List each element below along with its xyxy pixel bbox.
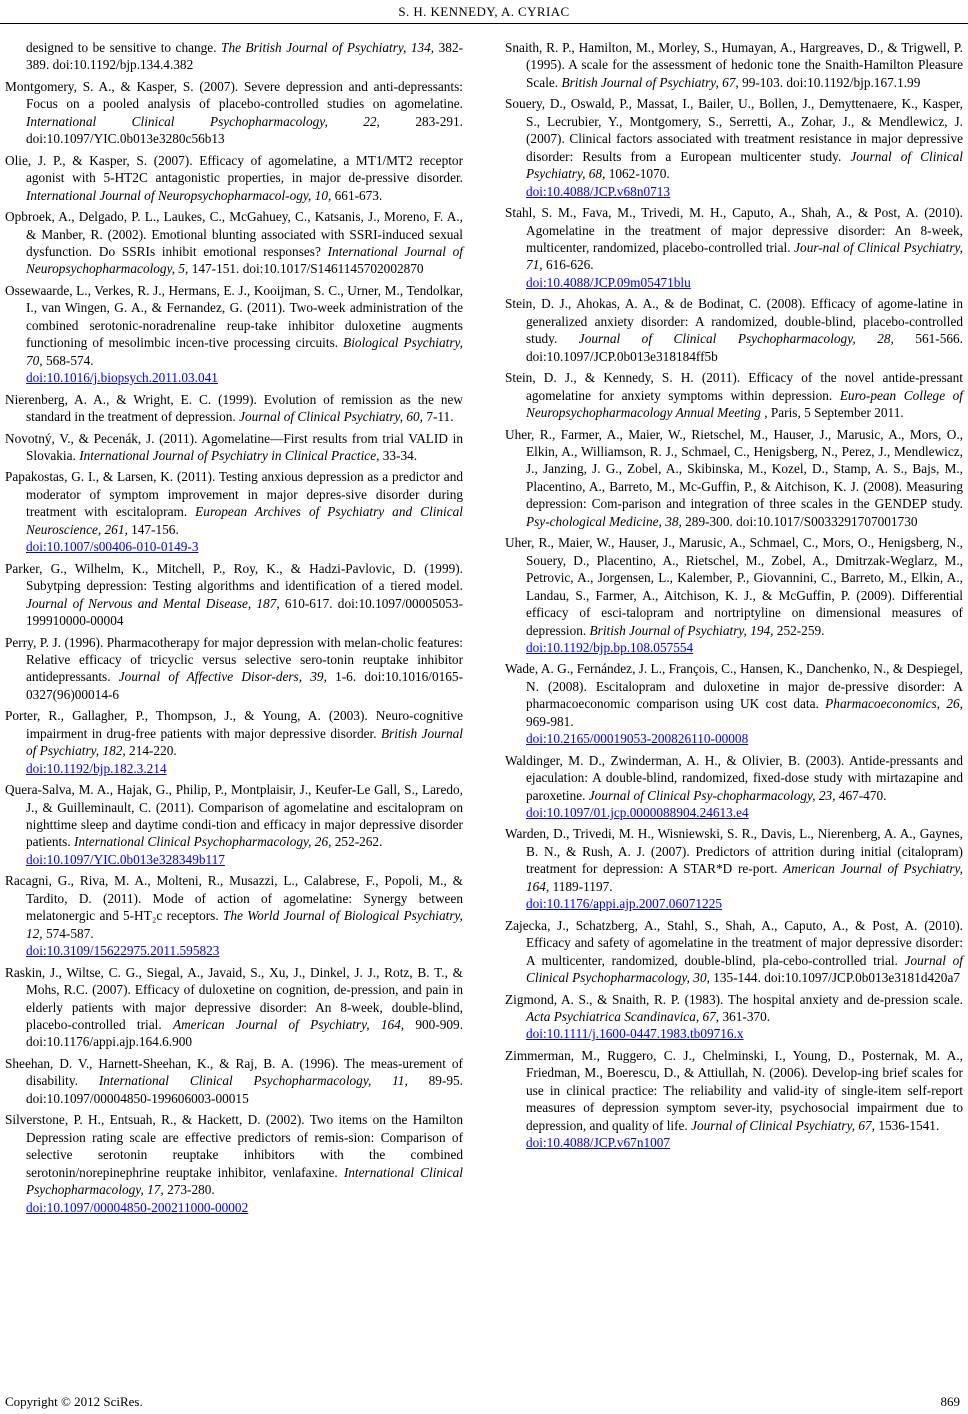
reference-entry [505, 95, 963, 200]
reference-entry [5, 208, 463, 278]
reference-entry [5, 560, 463, 630]
reference-journal: Journal of Clinical Psychiatry, 67, [691, 1117, 876, 1133]
reference-entry [505, 426, 963, 531]
reference-authors-title: Waldinger, M. D., Zwinderman, A. H., & Olivier, B. (2003). Antide-pressants and ejaculation: A double-blind, randomized, fixed-dose study with mirtazapine and paroxetine. [505, 752, 963, 803]
reference-pages: 7-11. [426, 409, 454, 425]
reference-entry [5, 964, 463, 1051]
reference-authors-title: Porter, R., Gallagher, P., Thompson, J., & Young, A. (2003). Neuro-cognitive impairment in drug-free patients with major depressive disorder. [5, 708, 463, 741]
reference-pages: 1062-1070. [608, 166, 670, 182]
reference-authors-title: Zajecka, J., Schatzberg, A., Stahl, S., Shah, A., Caputo, A., & Post, A. (2010). Efficacy and safety of agomelatine in the treatment of major depressive disorder: A multicenter, randomized, double-blind, pla-cebo-controlled trial. [505, 917, 963, 968]
reference-authors-title: Nierenberg, A. A., & Wright, E. C. (1999). Evolution of remission as the new standard in the treatment of depression. [5, 391, 463, 425]
doi-link[interactable]: doi:10.1016/j.biopsych.2011.03.041 [26, 370, 218, 386]
reference-pages: 969-981. [526, 713, 574, 729]
reference-authors-title: Olie, J. P., & Kasper, S. (2007). Efficacy of agomelatine, a MT1/MT2 receptor agonist with 5-HT2C antagonistic properties, in major de-pressive disorder. [5, 152, 463, 186]
reference-entry [505, 204, 963, 291]
reference-authors-title: Wade, A. G., Fernández, J. L., François, C., Hansen, K., Danchenko, N., & Despiegel, N. (2008). Escitalopram and duloxetine in major de-pressive disorder: A pharmacoeconomic comparison using UK cost data. [505, 661, 963, 712]
reference-journal: European Archives of Psychiatry and Clinical Neuroscience, 261, [26, 504, 463, 537]
reference-journal: International Clinical Psychopharmacology, 11, [98, 1073, 408, 1089]
reference-entry [505, 991, 963, 1043]
doi-link[interactable]: doi:10.1192/bjp.167.1.99 [786, 74, 921, 90]
reference-journal: The British Journal of Psychiatry, 134, [221, 40, 435, 55]
doi-link[interactable]: doi:10.1097/00004850-199606003-00015 [26, 1090, 249, 1106]
reference-entry [5, 282, 463, 387]
reference-pages: 273-280. [167, 1182, 215, 1198]
reference-authors-title: Novotný, V., & Pecenák, J. (2011). Agomelatine—First results from trial VALID in Slovakia. [5, 430, 463, 463]
reference-entry [505, 752, 963, 822]
reference-authors-title: Snaith, R. P., Hamilton, M., Morley, S., Humayan, A., Hargreaves, D., & Trigwell, P. (1995). A scale for the assessment of hedonic tone the Snaith-Hamilton Pleasure Scale. [505, 40, 963, 90]
reference-journal: Biological Psychiatry, 70, [26, 335, 463, 368]
reference-entry [5, 1055, 463, 1107]
reference-authors-title: Stein, D. J., Ahokas, A. A., & de Bodinat, C. (2008). Efficacy of agome-latine in generalized anxiety disorder: A randomized, double-blind, placebo-controlled study. [505, 296, 963, 347]
reference-journal: The World Journal of Biological Psychiatry, 12, [26, 908, 463, 941]
reference-pages: 361-370. [722, 1009, 771, 1025]
reference-journal: British Journal of Psychiatry, 182, [26, 725, 463, 759]
reference-journal: Journal of Nervous and Mental Disease, 187, [26, 595, 280, 611]
page-number: 869 [940, 1394, 960, 1409]
reference-pages: 382-389. [26, 40, 464, 73]
reference-entry [5, 872, 463, 959]
reference-journal: British Journal of Psychiatry, 67, [561, 74, 739, 90]
reference-authors-title: Stahl, S. M., Fava, M., Trivedi, M. H., Caputo, A., Shah, A., & Post, A. (2010). Agomelatine in the treatment of major depressive disorder: An 8-week, multicenter, randomized, placebo-controlled trial. [505, 205, 963, 255]
reference-authors-title: Stein, D. J., & Kennedy, S. H. (2011). Efficacy of the novel antide-pressant agomelatine for anxiety symptoms within depression. [505, 370, 963, 403]
reference-pages: 661-673. [334, 187, 383, 203]
reference-authors-title: Raskin, J., Wiltse, C. G., Siegal, A., Javaid, S., Xu, J., Dinkel, J. J., Rotz, B. T., & Mohs, R.C. (2007). Efficacy of duloxetine on cognition, de-pression, and pain in elderly patients with major depressive disorder: An 8-week, double-blind, placebo-controlled trial. [5, 964, 463, 1033]
running-header: S. H. KENNEDY, A. CYRIAC [398, 4, 570, 19]
doi-link[interactable]: doi:10.1192/bjp.182.3.214 [26, 760, 167, 776]
reference-journal: American Journal of Psychiatry, 164, [172, 1017, 405, 1033]
reference-journal: Journal of Clinical Psychopharmacology, 30, [526, 952, 963, 986]
reference-authors-title: Silverstone, P. H., Entsuah, R., & Hackett, D. (2002). Two items on the Hamilton Depression rating scale are effective predictors of remis-sion: Comparison of selective serotonin reuptake inhibitors with the combined serotonin/norepinephrine reuptake inhibitor, venlafaxine. [5, 1112, 463, 1180]
reference-entry [505, 295, 963, 365]
reference-journal: International Journal of Neuropsychopharmacol-ogy, 10, [26, 187, 332, 203]
reference-authors-title: Papakostas, G. I., & Larsen, K. (2011). Testing anxious depression as a predictor and moderator of symptom improvement in major depres-sive disorder during treatment with escitalopram. [5, 469, 463, 520]
doi-link[interactable]: doi:10.1097/JCP.0b013e318184ff5b [526, 348, 718, 364]
reference-entry [5, 152, 463, 204]
reference-entry [5, 707, 463, 777]
reference-entry [505, 917, 963, 987]
reference-pages: 1-6. [335, 669, 357, 685]
reference-journal: British Journal of Psychiatry, 194, [589, 622, 774, 638]
reference-pages: 289-300. [685, 513, 733, 529]
doi-link[interactable]: doi:10.1097/00005053-199910000-00004 [26, 595, 464, 629]
reference-pages: 900-909. [415, 1017, 464, 1033]
reference-journal: Euro-pean College of Neuropsychopharmacology Annual Meeting [526, 387, 963, 421]
references-left-column [5, 39, 463, 1220]
reference-journal: Jour-nal of Clinical Psychiatry, 71, [526, 239, 964, 273]
reference-journal: Journal of Clinical Psychiatry, 68, [526, 148, 964, 182]
reference-journal: Journal of Clinical Psychiatry, 60, [239, 409, 423, 425]
reference-authors-title: Warden, D., Trivedi, M. H., Wisniewski, S. R., Davis, L., Nierenberg, A. A., Gaynes, B. N., & Rush, A. J. (2007). Predictors of attrition during initial (citalopram) treatment for depression: A STAR*D re-port. [505, 826, 963, 877]
reference-pages: 616-626. [545, 257, 594, 273]
reference-authors-title: Zimmerman, M., Ruggero, C. J., Chelminski, I., Young, D., Posternak, M. A., Friedman, M., Boerescu, D., & Attiullah, N. (2006). Develop-ing brief scales for use in clinical practice: The reliability and valid-ity of single-item self-report measures of depression symptom sever-ity, psychosocial impairment due to depression, and quality of life. [505, 1047, 963, 1133]
reference-pages: 252-262. [334, 834, 383, 850]
doi-link[interactable]: doi:10.1176/appi.ajp.164.6.900 [26, 1034, 193, 1050]
reference-pages: 252-259. [776, 622, 825, 638]
reference-authors-title: Perry, P. J. (1996). Pharmacotherapy for major depression with melan-cholic features: Relative efficacy of tricyclic versus selective sero-tonin reuptake inhibitor antidepressants. [5, 634, 463, 685]
reference-journal: International Clinical Psychopharmacology, 26, [74, 834, 332, 850]
reference-authors-title: Parker, G., Wilhelm, K., Mitchell, P., Roy, K., & Hadzi-Pavlovic, D. (1999). Subytping depression: Testing algorithms and identification of a tiered model. [5, 560, 463, 594]
reference-authors-title: Ossewaarde, L., Verkes, R. J., Hermans, E. J., Kooijman, S. C., Urner, M., Tendolkar, I., van Wingen, G. A., & Fernandez, G. (2011). Two-week administration of the combined serotonic-noradrenaline reup-take inhibitor duloxetine augments functioning of mesolimbic incen-tive processing circuits. [5, 282, 463, 351]
reference-entry [5, 1111, 463, 1216]
doi-link[interactable]: doi:10.4088/JCP.v67n1007 [526, 1135, 671, 1151]
reference-pages: 214-220. [129, 743, 177, 759]
doi-link[interactable]: doi:10.1097/YIC.0b013e328349b117 [26, 851, 225, 867]
doi-link[interactable]: doi:10.1111/j.1600-0447.1983.tb09716.x [526, 1026, 744, 1042]
doi-link[interactable]: doi:10.1192/bjp.bp.108.057554 [526, 639, 694, 655]
doi-link[interactable]: doi:10.1017/S1461145702002870 [242, 261, 424, 277]
reference-authors-title: Opbroek, A., Delgado, P. L., Laukes, C., McGahuey, C., Katsanis, J., Moreno, F. A., & Manber, R. (2002). Emotional blunting associated with SSRI-induced sexual dysfunction. Do SSRIs inhibit emotional responses? [5, 209, 463, 259]
reference-entry [505, 660, 963, 747]
references-right-column [505, 39, 963, 1156]
reference-authors-title: Sheehan, D. V., Harnett-Sheehan, K., & Raj, B. A. (1996). The meas-urement of disability. [5, 1055, 463, 1089]
reference-journal: American Journal of Psychiatry, 164, [526, 861, 963, 894]
reference-pages: 610-617. [284, 595, 333, 611]
doi-link[interactable]: doi:10.1097/00004850-200211000-00002 [26, 1199, 249, 1215]
reference-pages: 135-144. [713, 970, 761, 986]
reference-entry [5, 391, 463, 426]
reference-journal: International Clinical Psychopharmacology, 22, [26, 113, 380, 129]
reference-pages: 33-34. [382, 447, 418, 463]
reference-journal: Acta Psychiatrica Scandinavica, 67, [526, 1009, 720, 1025]
reference-entry [505, 369, 963, 421]
reference-journal: International Journal of Psychiatry in Clinical Practice, [79, 447, 380, 463]
reference-entry [505, 825, 963, 912]
reference-journal: Pharmacoeconomics, 26, [825, 696, 963, 712]
reference-entry [5, 430, 463, 465]
reference-authors-title: designed to be sensitive to change. [26, 40, 217, 55]
reference-authors-title: Quera-Salva, M. A., Hajak, G., Philip, P., Montplaisir, J., Keufer-Le Gall, S., Laredo, J., & Guilleminault, C. (2011). Comparison of agomelatine and escitalopram on nighttime sleep and daytime condi-tion and efficacy in major depressive disorder patients. [5, 782, 463, 850]
reference-pages: 89-95. [428, 1073, 463, 1089]
reference-entry [505, 534, 963, 656]
reference-entry [505, 1047, 963, 1152]
reference-authors-title: Racagni, G., Riva, M. A., Molteni, R., Musazzi, L., Calabrese, F., Popoli, M., & Tardito, D. (2011). Mode of action of agomelatine: Synergy between melatonergic and 5-HT₂c receptors. [5, 873, 463, 924]
doi-link[interactable]: doi:10.1016/0165-0327(96)00014-6 [26, 669, 464, 702]
doi-link[interactable]: doi:10.3109/15622975.2011.595823 [26, 943, 220, 959]
reference-pages: , Paris, 5 September 2011. [764, 405, 904, 421]
reference-pages: 568-574. [45, 352, 94, 368]
doi-link[interactable]: doi:10.2165/00019053-200826110-00008 [526, 731, 749, 747]
reference-authors-title: Uher, R., Farmer, A., Maier, W., Rietschel, M., Hauser, J., Marusic, A., Mors, O., Elkin, A., Williamson, R. J., Schmael, C., Henigsberg, N., Perez, J., Mendlewicz, J., Janzing, J. G., Zobel, A., Skibinska, M., Kozel, D., Stamp, A. S., Bajs, M., Placentino, A., Barreto, M., Mc-Guffin, P., & Aitchison, K. J. (2008). Measuring depression: Com-parison and integration of three scales in the GENDEP study. [505, 426, 963, 512]
reference-pages: 467-470. [838, 787, 887, 803]
copyright-notice: Copyright © 2012 SciRes. [5, 1394, 143, 1409]
reference-authors-title: Montgomery, S. A., & Kasper, S. (2007). Severe depression and anti-depressants: Focus on a pooled analysis of placebo-controlled studies on agomelatine. [5, 78, 463, 112]
reference-pages: 283-291. [415, 113, 463, 129]
doi-link[interactable]: doi:10.1007/s00406-010-0149-3 [26, 539, 199, 555]
reference-entry [5, 78, 463, 148]
doi-link[interactable]: doi:10.1097/01.jcp.0000088904.24613.e4 [526, 805, 749, 821]
reference-authors-title: Souery, D., Oswald, P., Massat, I., Bailer, U., Bollen, J., Demyttenaere, K., Kasper, S., Lecrubier, Y., Montgomery, S., Serretti, A., Zohar, J., & Mendlewicz, J. (2007). Clinical factors associated with treatment resistance in major depressive disorder: Results from a European multicenter study. [505, 96, 963, 164]
reference-entry [5, 634, 463, 704]
header-rule [0, 23, 968, 24]
doi-link[interactable]: doi:10.4088/JCP.09m05471blu [526, 274, 691, 290]
doi-link[interactable]: doi:10.1192/bjp.134.4.382 [52, 57, 194, 73]
reference-journal: Journal of Clinical Psychopharmacology, 28, [578, 331, 894, 347]
doi-link[interactable]: doi:10.4088/JCP.v68n0713 [526, 183, 671, 199]
reference-journal: International Clinical Psychopharmacology, 17, [26, 1164, 463, 1198]
reference-journal: Journal of Affective Disor-ders, 39, [118, 669, 327, 685]
reference-entry [5, 781, 463, 868]
doi-link[interactable]: doi:10.1017/S0033291707001730 [736, 513, 918, 529]
reference-journal: Psy-chological Medicine, 38, [526, 513, 682, 529]
reference-pages: 99-103. [742, 74, 784, 90]
doi-link[interactable]: doi:10.1097/YIC.0b013e3280c56b13 [26, 131, 225, 147]
reference-pages: 1189-1197. [552, 878, 613, 894]
reference-pages: 147-151. [191, 261, 240, 277]
reference-entry [5, 39, 463, 74]
reference-entry [5, 468, 463, 555]
reference-pages: 147-156. [131, 521, 179, 537]
reference-pages: 561-566. [915, 331, 963, 347]
doi-link[interactable]: doi:10.1176/appi.ajp.2007.06071225 [526, 896, 722, 912]
doi-link[interactable]: doi:10.1097/JCP.0b013e3181d420a7 [764, 970, 960, 986]
reference-pages: 574-587. [45, 925, 94, 941]
reference-journal: Journal of Clinical Psy-chopharmacology, 23, [588, 787, 836, 803]
reference-authors-title: Uher, R., Maier, W., Hauser, J., Marusic, A., Schmael, C., Mors, O., Henigsberg, N., Souery, D., Placentino, A., Rietschel, M., Zobel, A., Dmitrzak-Weglarz, M., Petrovic, A., Jorgensen, L., Kalember, P., Giovannini, C., Barreto, M., Elkin, A., Landau, S., Farmer, A., Aitchison, K. J., & McGuffin, P. (2009). Differential efficacy of esci-talopram and nortriptyline on dimensional measures of depression. [505, 535, 963, 638]
reference-pages: 1536-1541. [878, 1117, 940, 1133]
reference-journal: International Journal of Neuropsychopharmacology, 5, [26, 243, 464, 277]
reference-entry [505, 39, 963, 91]
reference-authors-title: Zigmond, A. S., & Snaith, R. P. (1983). The hospital anxiety and de-pression scale. [505, 991, 963, 1007]
